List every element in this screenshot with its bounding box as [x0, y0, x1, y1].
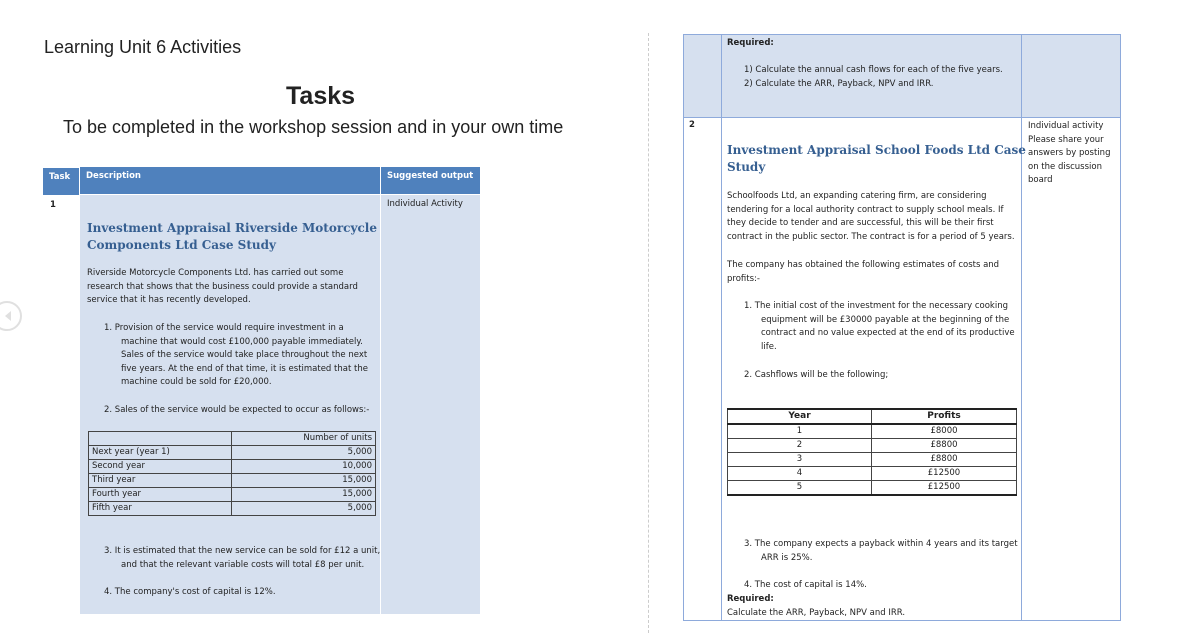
units-row-label: Fourth year — [89, 488, 232, 502]
task2-output — [1028, 120, 1110, 188]
point1-line: machine that would cost £100,000 payable immediately. — [121, 336, 363, 347]
intro-line: contract in the public sector. The contract is for a period of 5 years. — [727, 231, 1015, 242]
task2-number-cell — [683, 117, 722, 621]
units-header-empty — [89, 432, 232, 446]
required-item: 1) Calculate the annual cash flows for each of the five years. — [744, 65, 1003, 75]
units-row-label: Next year (year 1) — [89, 446, 232, 460]
profit-row-year: 2 — [728, 439, 872, 453]
case-title-line2: Study — [727, 160, 766, 174]
task2-output-cell — [1021, 117, 1121, 621]
table-row — [728, 424, 1017, 439]
table-row — [89, 460, 376, 474]
year-header: Year — [728, 409, 872, 424]
riverside-intro — [87, 267, 358, 308]
riverside-point4: 4. The company's cost of capital is 12%. — [104, 587, 276, 597]
intro-line: they decide to tender and are successful, this will be their first — [727, 218, 994, 229]
schoolfoods-estimates — [727, 259, 999, 286]
units-row-value: 10,000 — [232, 460, 376, 474]
point1-line: life. — [761, 341, 777, 352]
units-row-value: 15,000 — [232, 488, 376, 502]
output-line: board — [1028, 175, 1053, 186]
case-title-line1: Investment Appraisal Riverside Motorcycle — [87, 221, 377, 235]
point1-line: Sales of the service would take place throughout the next — [121, 350, 368, 361]
point3-line: ARR is 25%. — [761, 552, 813, 563]
profit-row-year: 4 — [728, 467, 872, 481]
header-output-label: Suggested output — [387, 171, 474, 181]
required-cell — [721, 34, 1022, 118]
required-label: Required: — [727, 38, 774, 48]
case-title-line1: Investment Appraisal School Foods Ltd Case — [727, 143, 1026, 157]
table-row — [89, 502, 376, 516]
profit-row-value: £12500 — [872, 467, 1017, 481]
table-row — [89, 474, 376, 488]
profit-row-year: 3 — [728, 453, 872, 467]
schoolfoods-point2: 2. Cashflows will be the following; — [744, 370, 889, 380]
case-title-line2: Components Ltd Case Study — [87, 238, 276, 252]
units-row-label: Second year — [89, 460, 232, 474]
tasks-heading: Tasks — [286, 82, 356, 110]
units-row-value: 5,000 — [232, 502, 376, 516]
header-output — [381, 167, 480, 194]
riverside-point2: 2. Sales of the service would be expected to occur as follows:- — [104, 405, 370, 415]
point1-line: contract and no value expected at the end of its productive — [761, 328, 1015, 339]
point1-line: equipment will be £30000 payable at the beginning of the — [761, 314, 1010, 325]
profits-header: Profits — [872, 409, 1017, 424]
profit-row-year: 1 — [728, 424, 872, 439]
output-line: on the discussion — [1028, 161, 1102, 172]
estimates-line: The company has obtained the following estimates of costs and — [727, 260, 1000, 270]
tasks-subheading: To be completed in the workshop session and in your own time — [63, 117, 564, 137]
required-left-cell — [683, 34, 722, 118]
header-task-label: Task — [49, 172, 71, 182]
header-description-label: Description — [86, 171, 141, 181]
point1-line: five years. At the end of that time, it is estimated that the — [121, 363, 368, 374]
units-table — [88, 431, 376, 516]
riverside-point1 — [104, 322, 368, 390]
schoolfoods-point3 — [744, 538, 1018, 565]
units-row-value: 15,000 — [232, 474, 376, 488]
output-line: Individual activity — [1028, 121, 1104, 131]
units-header: Number of units — [232, 432, 376, 446]
table-row — [89, 446, 376, 460]
estimates-line: profits:- — [727, 273, 760, 284]
units-row-label: Third year — [89, 474, 232, 488]
riverside-point3 — [104, 545, 380, 572]
point3-line: 3. The company expects a payback within 4 years and its target — [744, 539, 1018, 549]
task-number-cell — [42, 195, 78, 614]
profit-row-year: 5 — [728, 481, 872, 496]
profit-row-value: £8000 — [872, 424, 1017, 439]
unit-title: Learning Unit 6 Activities — [44, 37, 242, 57]
case-title-schoolfoods — [727, 142, 1026, 176]
task2-number: 2 — [689, 120, 695, 130]
profits-header-row — [728, 409, 1017, 424]
profits-table — [727, 408, 1017, 496]
required-list — [744, 64, 1003, 91]
table-row — [728, 439, 1017, 453]
intro-line: tendering for a local authority contract to supply school meals. If — [727, 204, 1004, 215]
required-right-cell — [1021, 34, 1121, 118]
required-item: 2) Calculate the ARR, Payback, NPV and IRR. — [744, 78, 934, 89]
page-divider — [648, 33, 650, 633]
point3-line: 3. It is estimated that the new service can be sold for £12 a unit, — [104, 546, 381, 556]
table-row — [728, 467, 1017, 481]
intro-line: service that it has recently developed. — [87, 295, 251, 306]
task-number: 1 — [50, 200, 56, 210]
units-row-value: 5,000 — [232, 446, 376, 460]
required2-label: Required: — [727, 594, 774, 604]
profit-row-value: £12500 — [872, 481, 1017, 496]
table-row — [89, 488, 376, 502]
table-row — [728, 453, 1017, 467]
intro-line: Schoolfoods Ltd, an expanding catering firm, are considering — [727, 191, 987, 201]
profit-row-value: £8800 — [872, 453, 1017, 467]
intro-line: Riverside Motorcycle Components Ltd. has carried out some — [87, 268, 344, 278]
table-row — [728, 481, 1017, 496]
output-cell — [381, 195, 480, 614]
schoolfoods-point1 — [744, 300, 1015, 354]
units-header-row — [89, 432, 376, 446]
intro-line: research that shows that the business could provide a standard — [87, 281, 358, 292]
units-row-label: Fifth year — [89, 502, 232, 516]
schoolfoods-intro — [727, 190, 1015, 244]
header-task — [42, 167, 80, 196]
point1-line: 1. Provision of the service would require investment in a — [104, 323, 344, 333]
case-title-riverside — [87, 220, 377, 254]
profit-row-value: £8800 — [872, 439, 1017, 453]
prev-page-icon[interactable] — [0, 301, 22, 331]
required2-text: Calculate the ARR, Payback, NPV and IRR. — [727, 608, 906, 618]
point3-line: and that the relevant variable costs will total £8 per unit. — [121, 559, 365, 570]
output-text: Individual Activity — [387, 199, 463, 209]
point1-line: 1. The initial cost of the investment for the necessary cooking — [744, 301, 1008, 311]
output-line: Please share your — [1028, 134, 1104, 145]
point1-line: machine could be sold for £20,000. — [121, 377, 272, 388]
output-line: answers by posting — [1028, 148, 1111, 159]
schoolfoods-point4: 4. The cost of capital is 14%. — [744, 580, 867, 590]
header-description — [80, 167, 380, 194]
